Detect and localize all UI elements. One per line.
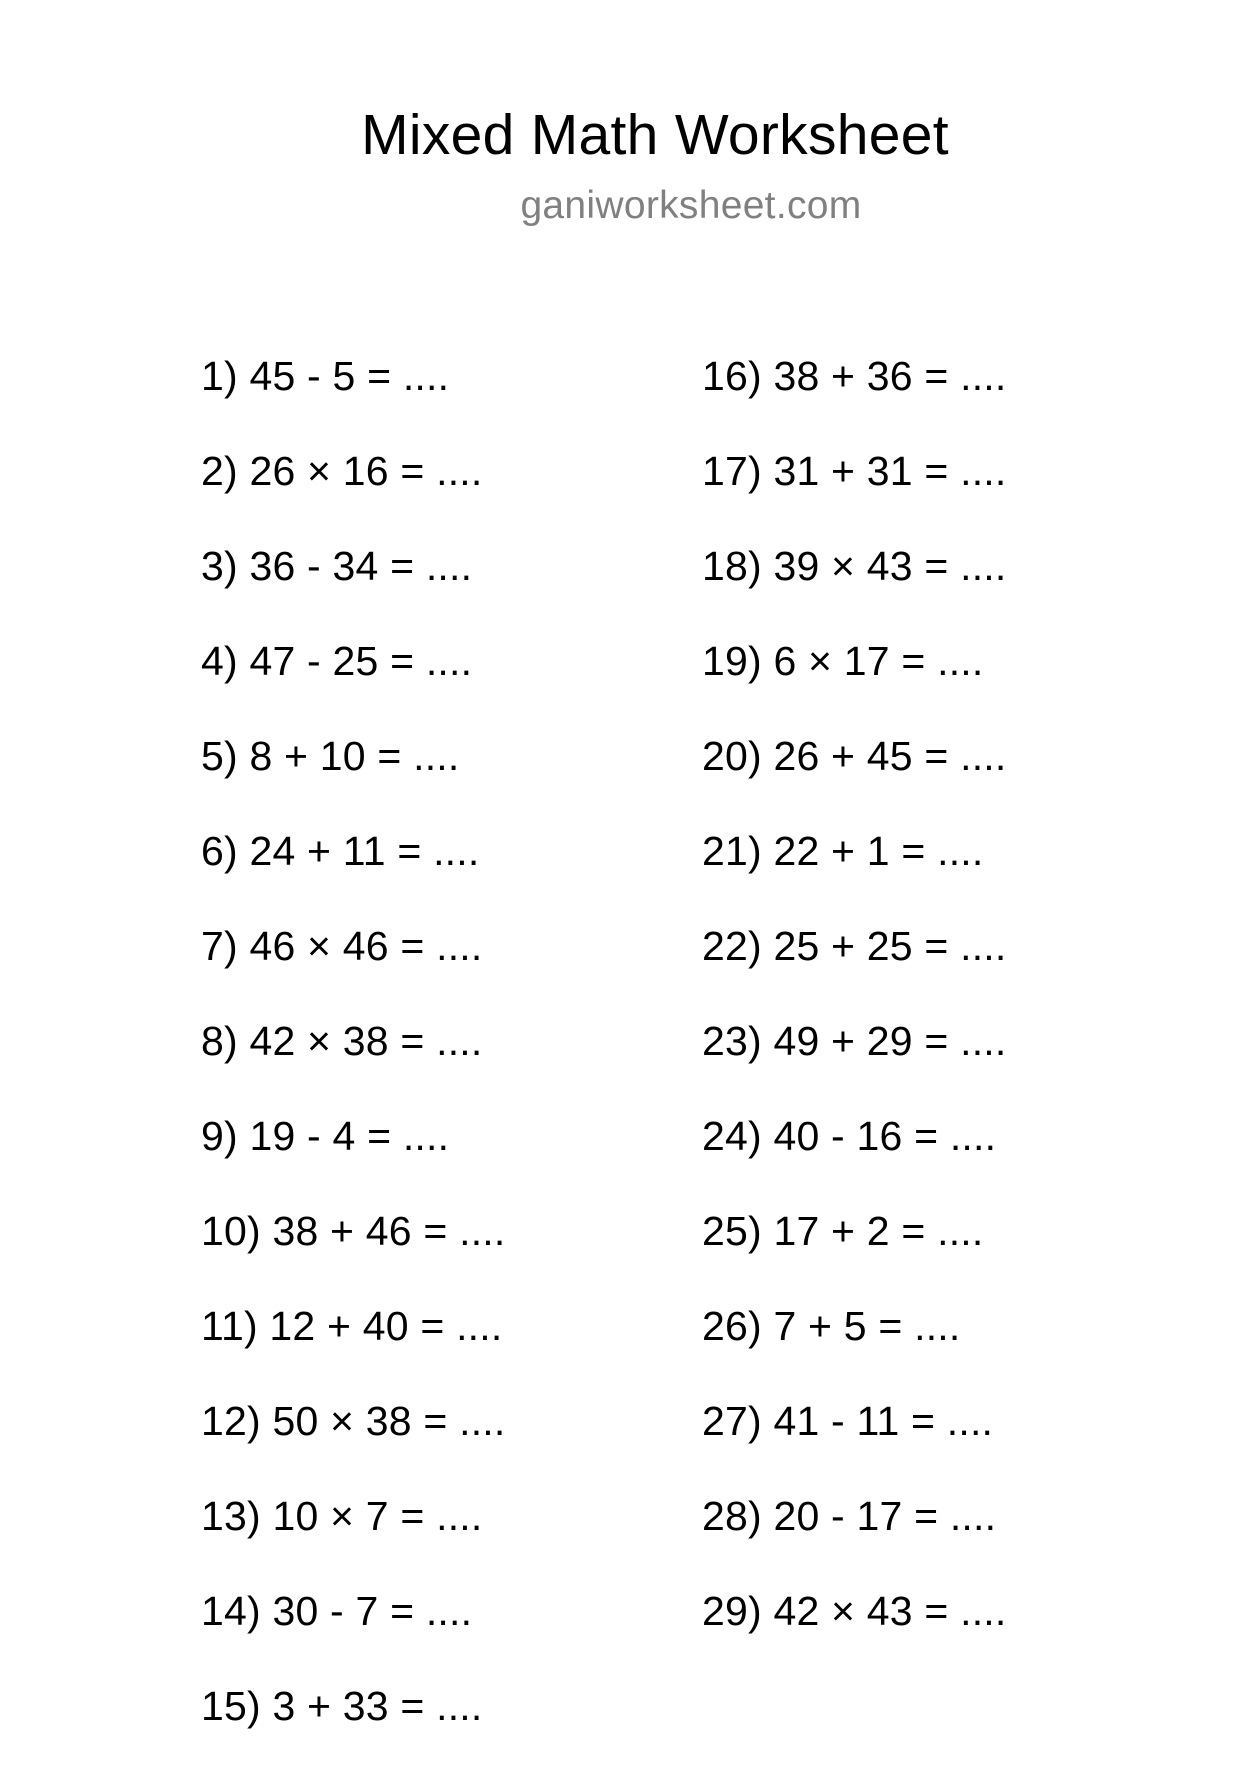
page-title: Mixed Math Worksheet (361, 103, 949, 167)
problem-20: 20) 26 + 45 = .... (702, 733, 1007, 779)
problem-13: 13) 10 × 7 = .... (201, 1493, 483, 1539)
problem-29: 29) 42 × 43 = .... (702, 1588, 1007, 1634)
problem-10: 10) 38 + 46 = .... (201, 1208, 506, 1254)
source-website: ganiworksheet.com (520, 184, 862, 227)
problem-7: 7) 46 × 46 = .... (201, 923, 483, 969)
problem-3: 3) 36 - 34 = .... (201, 543, 473, 589)
problem-22: 22) 25 + 25 = .... (702, 923, 1007, 969)
problem-25: 25) 17 + 2 = .... (702, 1208, 984, 1254)
problem-2: 2) 26 × 16 = .... (201, 448, 483, 494)
problem-27: 27) 41 - 11 = .... (702, 1398, 994, 1444)
problem-9: 9) 19 - 4 = .... (201, 1113, 450, 1159)
problem-1: 1) 45 - 5 = .... (201, 353, 450, 399)
problem-23: 23) 49 + 29 = .... (702, 1018, 1007, 1064)
problem-15: 15) 3 + 33 = .... (201, 1683, 483, 1729)
problem-14: 14) 30 - 7 = .... (201, 1588, 473, 1634)
problem-5: 5) 8 + 10 = .... (201, 733, 460, 779)
problem-21: 21) 22 + 1 = .... (702, 828, 984, 874)
problem-28: 28) 20 - 17 = .... (702, 1493, 997, 1539)
problem-column-left (201, 348, 505, 1773)
problem-24: 24) 40 - 16 = .... (702, 1113, 997, 1159)
problem-19: 19) 6 × 17 = .... (702, 638, 984, 684)
problem-12: 12) 50 × 38 = .... (201, 1398, 506, 1444)
problem-18: 18) 39 × 43 = .... (702, 543, 1007, 589)
problem-column-right (702, 348, 1006, 1678)
problem-11: 11) 12 + 40 = .... (201, 1303, 503, 1349)
problem-17: 17) 31 + 31 = .... (702, 448, 1007, 494)
problem-26: 26) 7 + 5 = .... (702, 1303, 961, 1349)
problem-8: 8) 42 × 38 = .... (201, 1018, 483, 1064)
problem-4: 4) 47 - 25 = .... (201, 638, 473, 684)
problem-16: 16) 38 + 36 = .... (702, 353, 1007, 399)
problem-6: 6) 24 + 11 = .... (201, 828, 480, 874)
